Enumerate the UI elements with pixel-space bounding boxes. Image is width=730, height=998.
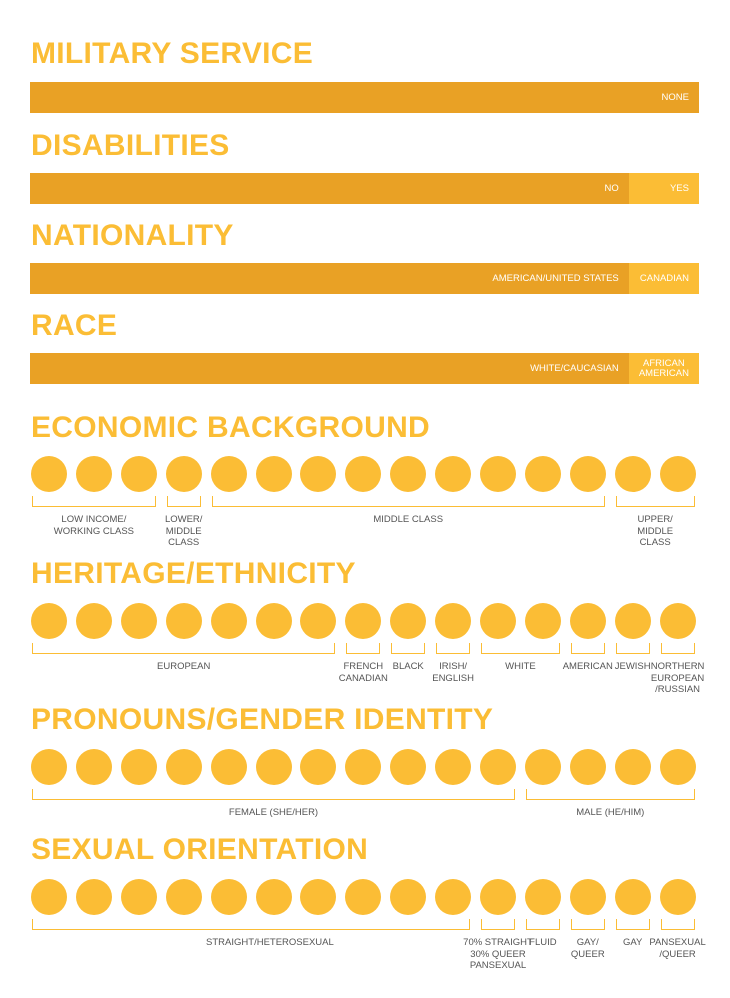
economic-background-dot	[435, 456, 471, 492]
heritage-ethnicity-group-label-american: AMERICAN	[562, 661, 613, 672]
nationality-title: NATIONALITY	[31, 219, 234, 252]
sexual-orientation-group-label-gay: GAY	[623, 937, 643, 948]
sexual-orientation-dot	[121, 879, 157, 915]
economic-background-dot	[525, 456, 561, 492]
pronouns-gender-identity-dot	[121, 749, 157, 785]
nationality-segment-label: CANADIAN	[639, 272, 689, 284]
pronouns-gender-identity-dot	[480, 749, 516, 785]
sexual-orientation-group-bracket	[526, 919, 560, 930]
pronouns-gender-identity-dot	[76, 749, 112, 785]
economic-background-dot	[31, 456, 67, 492]
military-service-segment-none	[30, 82, 699, 113]
economic-background-dot	[256, 456, 292, 492]
economic-background-group-bracket	[32, 496, 156, 507]
heritage-ethnicity-dot	[435, 603, 471, 639]
heritage-ethnicity-dot	[31, 603, 67, 639]
economic-background-group-label-lower-middle-class: LOWER/ MIDDLE CLASS	[164, 514, 203, 548]
heritage-ethnicity-group-bracket	[32, 643, 335, 654]
pronouns-gender-identity-group-label-male-he-him: MALE (HE/HIM)	[576, 807, 645, 818]
heritage-ethnicity-dot	[660, 603, 696, 639]
nationality-bar	[30, 263, 699, 294]
sexual-orientation-group-label-70-straight-30-queer-pansexual: 70% STRAIGHT 30% QUEER PANSEXUAL	[463, 937, 533, 971]
race-segment-label: WHITE/CAUCASIAN	[530, 362, 619, 374]
heritage-ethnicity-group-label-european: EUROPEAN	[157, 661, 211, 672]
heritage-ethnicity-group-label-irish-english: IRISH/ ENGLISH	[432, 661, 474, 684]
economic-background-group-bracket	[167, 496, 201, 507]
economic-background-dot	[660, 456, 696, 492]
disabilities-segment-no	[30, 173, 629, 204]
pronouns-gender-identity-dot	[435, 749, 471, 785]
economic-background-group-label-middle-class: MIDDLE CLASS	[373, 514, 444, 525]
economic-background-group-bracket	[212, 496, 605, 507]
heritage-ethnicity-dot	[76, 603, 112, 639]
heritage-ethnicity-dot	[345, 603, 381, 639]
pronouns-gender-identity-dot	[525, 749, 561, 785]
disabilities-segment-label: YES	[669, 182, 689, 194]
race-segment-label: AFRICAN AMERICAN	[638, 357, 689, 379]
pronouns-gender-identity-dot	[660, 749, 696, 785]
heritage-ethnicity-group-bracket	[661, 643, 695, 654]
heritage-ethnicity-dot	[166, 603, 202, 639]
heritage-ethnicity-group-label-jewish: JEWISH	[614, 661, 651, 672]
heritage-ethnicity-dot	[570, 603, 606, 639]
economic-background-dot	[211, 456, 247, 492]
heritage-ethnicity-group-bracket	[436, 643, 470, 654]
economic-background-dot	[390, 456, 426, 492]
heritage-ethnicity-group-label-white: WHITE	[505, 661, 536, 672]
sexual-orientation-group-bracket	[571, 919, 605, 930]
sexual-orientation-group-label-straight-heterosexual: STRAIGHT/HETEROSEXUAL	[206, 937, 334, 948]
disabilities-title: DISABILITIES	[31, 129, 230, 162]
heritage-ethnicity-group-bracket	[391, 643, 425, 654]
military-service-segment-label: NONE	[661, 91, 689, 103]
sexual-orientation-dot	[256, 879, 292, 915]
military-service-bar	[30, 82, 699, 113]
economic-background-dot	[300, 456, 336, 492]
sexual-orientation-dot	[660, 879, 696, 915]
economic-background-dot	[345, 456, 381, 492]
disabilities-segment-label: NO	[604, 182, 619, 194]
economic-background-title: ECONOMIC BACKGROUND	[31, 411, 431, 444]
heritage-ethnicity-dot	[256, 603, 292, 639]
economic-background-dot	[166, 456, 202, 492]
heritage-ethnicity-dot	[390, 603, 426, 639]
nationality-segment-american-united-states	[30, 263, 629, 294]
economic-background-group-bracket	[616, 496, 695, 507]
pronouns-gender-identity-title: PRONOUNS/GENDER IDENTITY	[31, 703, 494, 736]
sexual-orientation-group-label-pansexual-queer: PANSEXUAL /QUEER	[649, 937, 706, 960]
sexual-orientation-dot	[480, 879, 516, 915]
pronouns-gender-identity-dot	[211, 749, 247, 785]
economic-background-dot	[76, 456, 112, 492]
economic-background-dot	[615, 456, 651, 492]
sexual-orientation-group-bracket	[616, 919, 650, 930]
pronouns-gender-identity-dot	[570, 749, 606, 785]
nationality-segment-label: AMERICAN/UNITED STATES	[492, 272, 619, 284]
heritage-ethnicity-group-bracket	[346, 643, 380, 654]
economic-background-group-label-low-income-working-class: LOW INCOME/ WORKING CLASS	[53, 514, 135, 537]
disabilities-bar	[30, 173, 699, 204]
sexual-orientation-group-label-gay-queer: GAY/ QUEER	[570, 937, 605, 960]
sexual-orientation-dot	[435, 879, 471, 915]
race-bar	[30, 353, 699, 384]
sexual-orientation-dot	[31, 879, 67, 915]
economic-background-dot	[121, 456, 157, 492]
pronouns-gender-identity-dot	[31, 749, 67, 785]
race-segment-white-caucasian	[30, 353, 629, 384]
sexual-orientation-group-bracket	[661, 919, 695, 930]
economic-background-dot	[570, 456, 606, 492]
sexual-orientation-group-bracket	[481, 919, 515, 930]
pronouns-gender-identity-dot	[166, 749, 202, 785]
nationality-segment-canadian	[629, 263, 699, 294]
heritage-ethnicity-dot	[211, 603, 247, 639]
sexual-orientation-title: SEXUAL ORIENTATION	[31, 833, 369, 866]
heritage-ethnicity-group-bracket	[571, 643, 605, 654]
sexual-orientation-dot	[345, 879, 381, 915]
sexual-orientation-dot	[76, 879, 112, 915]
pronouns-gender-identity-dot	[390, 749, 426, 785]
heritage-ethnicity-dot	[615, 603, 651, 639]
economic-background-dot	[480, 456, 516, 492]
sexual-orientation-dot	[166, 879, 202, 915]
pronouns-gender-identity-dot	[256, 749, 292, 785]
heritage-ethnicity-dot	[121, 603, 157, 639]
sexual-orientation-group-label-fluid: FLUID	[529, 937, 557, 948]
heritage-ethnicity-title: HERITAGE/ETHNICITY	[31, 557, 356, 590]
economic-background-group-label-upper-middle-class: UPPER/ MIDDLE CLASS	[637, 514, 674, 548]
sexual-orientation-group-bracket	[32, 919, 470, 930]
heritage-ethnicity-group-label-northern-european-russian: NORTHERN EUROPEAN /RUSSIAN	[650, 661, 705, 695]
sexual-orientation-dot	[570, 879, 606, 915]
pronouns-gender-identity-group-label-female-she-her: FEMALE (SHE/HER)	[228, 807, 319, 818]
sexual-orientation-dot	[525, 879, 561, 915]
race-segment-african-american	[629, 353, 699, 384]
sexual-orientation-dot	[615, 879, 651, 915]
sexual-orientation-dot	[390, 879, 426, 915]
sexual-orientation-dot	[211, 879, 247, 915]
heritage-ethnicity-group-label-black: BLACK	[392, 661, 424, 672]
pronouns-gender-identity-dot	[615, 749, 651, 785]
pronouns-gender-identity-group-bracket	[526, 789, 695, 800]
heritage-ethnicity-dot	[525, 603, 561, 639]
heritage-ethnicity-group-label-french-canadian: FRENCH CANADIAN	[338, 661, 388, 684]
pronouns-gender-identity-group-bracket	[32, 789, 515, 800]
pronouns-gender-identity-dot	[345, 749, 381, 785]
sexual-orientation-dot	[300, 879, 336, 915]
heritage-ethnicity-dot	[480, 603, 516, 639]
disabilities-segment-yes	[629, 173, 699, 204]
heritage-ethnicity-dot	[300, 603, 336, 639]
military-service-title: MILITARY SERVICE	[31, 37, 314, 70]
pronouns-gender-identity-dot	[300, 749, 336, 785]
heritage-ethnicity-group-bracket	[616, 643, 650, 654]
race-title: RACE	[31, 309, 118, 342]
heritage-ethnicity-group-bracket	[481, 643, 560, 654]
